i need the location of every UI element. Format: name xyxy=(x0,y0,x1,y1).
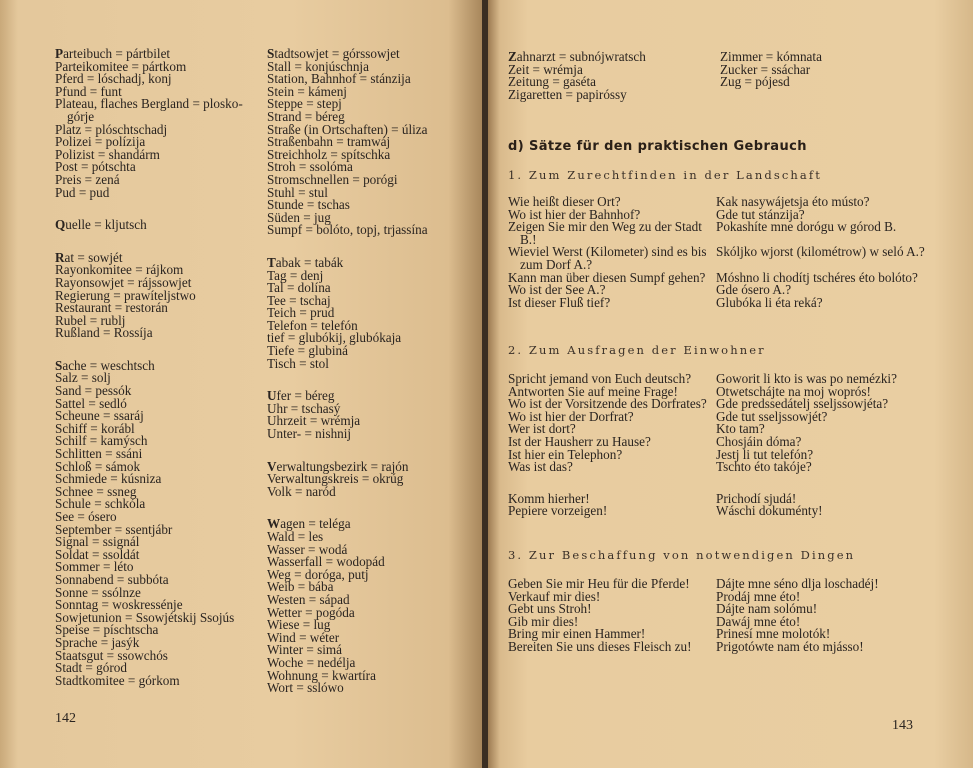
glossary-entry: Rayonkomitee = rájkom xyxy=(55,262,184,278)
glossary-entry: Pud = pud xyxy=(55,184,110,200)
glossary-entry: Wind = wéter xyxy=(267,629,340,645)
glossary-entry: Uhr = tschasý xyxy=(267,400,341,416)
initial-letter: P xyxy=(55,46,64,61)
page-number-right: 143 xyxy=(892,718,913,733)
glossary-entry: Steppe = stepj xyxy=(267,96,342,112)
glossary-entry: Schloß = sámok xyxy=(55,458,141,474)
phrase-table xyxy=(508,196,928,309)
russian-phrase: Gde tut stánzija? xyxy=(716,206,805,222)
initial-letter: S xyxy=(267,46,275,61)
initial-letter: Z xyxy=(508,49,517,64)
glossary-entry: Restaurant = restorán xyxy=(55,300,168,316)
glossary-entry: Tag = denj xyxy=(267,267,324,283)
russian-phrase: Dájte nam solómu! xyxy=(716,601,818,617)
phrase-table xyxy=(508,578,928,654)
russian-phrase: Pokashíte mne dorógu w górod B. xyxy=(716,219,897,235)
glossary-entry: Weg = doróga, putj xyxy=(267,566,369,582)
glossary-entry: Strand = béreg xyxy=(267,108,345,124)
russian-phrase: Tschto éto takóje? xyxy=(716,459,812,475)
phrase-row xyxy=(508,505,928,518)
glossary-entry: Tabak = tabák xyxy=(267,254,344,270)
glossary-letter-group xyxy=(267,254,472,371)
glossary-entry: Pferd = lóschadj, konj xyxy=(55,71,172,87)
glossary-entry: Stunde = tschas xyxy=(267,197,350,213)
german-phrase: Was ist das? xyxy=(508,459,573,475)
glossary-entry: Volk = naród xyxy=(267,483,336,499)
glossary-entry: Sprache = jasýk xyxy=(55,634,140,650)
russian-phrase: Otwetschájte na moj woprós! xyxy=(716,383,871,399)
phrase-row xyxy=(508,294,928,310)
glossary-letter-group xyxy=(267,390,472,440)
glossary-entry: Wasserfall = wodopád xyxy=(267,554,385,570)
phrase-table xyxy=(508,373,928,518)
glossary-entry: Staatsgut = ssowchós xyxy=(55,647,168,663)
glossary-entry: Süden = jug xyxy=(267,209,331,225)
glossary-entry: Sand = pessók xyxy=(55,383,132,399)
glossary-entry: Unter- = nishnij xyxy=(267,426,352,442)
glossary-letter-group xyxy=(55,357,260,688)
glossary-entry: Parteibuch = pártbilet xyxy=(55,46,171,61)
glossary-entry: Stroh = ssolóma xyxy=(267,159,353,175)
glossary-entry: Sommer = léto xyxy=(55,559,134,575)
glossary-column-1 xyxy=(55,48,260,687)
german-phrase: Gebt uns Stroh! xyxy=(508,601,592,617)
glossary-entry: Straßenbahn = tramwáj xyxy=(267,134,391,150)
glossary-column-2 xyxy=(267,48,472,695)
glossary-entry: Westen = sápad xyxy=(267,591,350,607)
glossary-entry: Wasser = wodá xyxy=(267,541,348,557)
subsection-title: 1. Zum Zurechtfinden in der Landschaft xyxy=(508,168,822,182)
phrase-row xyxy=(508,638,928,654)
german-phrase: Wo ist der Vorsitzende des Dorfrates? xyxy=(508,396,707,412)
glossary-entry: Telefon = telefón xyxy=(267,317,358,333)
russian-phrase: Jestj li tut telefón? xyxy=(716,446,814,462)
glossary-entry: Preis = zená xyxy=(55,171,120,187)
german-phrase: Pepiere vorzeigen! xyxy=(508,503,608,519)
initial-letter: U xyxy=(267,388,277,404)
german-phrase: Verkauf mir dies! xyxy=(508,588,601,604)
glossary-entry: Schnee = ssneg xyxy=(55,483,137,499)
initial-letter: T xyxy=(267,254,276,270)
russian-phrase: Gde ósero A.? xyxy=(716,282,792,298)
glossary-z-column-1 xyxy=(508,51,713,101)
glossary-entry: Plateau, flaches Bergland = plosko-górje xyxy=(55,96,243,124)
glossary-entry: Salz = solj xyxy=(55,370,111,386)
glossary-entry: Rat = sowjét xyxy=(55,249,123,265)
glossary-entry: Stadtkomitee = górkom xyxy=(55,672,180,688)
german-phrase: Antworten Sie auf meine Frage! xyxy=(508,383,678,399)
glossary-entry: Rubel = rublj xyxy=(55,312,126,328)
glossary-entry: Platz = plóschtschadj xyxy=(55,121,168,137)
german-phrase: Wo ist hier der Dorfrat? xyxy=(508,408,634,424)
glossary-entry: Tiefe = glubiná xyxy=(267,343,348,359)
glossary-entry: Sache = weschtsch xyxy=(55,357,155,373)
glossary-entry: Zeitung = gaséta xyxy=(508,74,596,90)
german-phrase: Ist der Hausherr zu Hause? xyxy=(508,433,651,449)
glossary-letter-group xyxy=(55,219,260,232)
phrase-row xyxy=(508,221,928,246)
german-phrase: Ist hier ein Telephon? xyxy=(508,446,623,462)
glossary-entry: Sonne = ssólnze xyxy=(55,584,141,600)
german-phrase: Bring mir einen Hammer! xyxy=(508,626,646,642)
glossary-entry: Schule = schkóla xyxy=(55,496,146,512)
glossary-entry: Uhrzeit = wrémja xyxy=(267,413,361,429)
glossary-entry: Teich = prud xyxy=(267,305,335,321)
german-phrase: Wie heißt dieser Ort? xyxy=(508,194,621,209)
german-phrase: Ist dieser Fluß tief? xyxy=(508,294,611,310)
section-heading: d) Sätze für den praktischen Gebrauch xyxy=(508,139,807,154)
glossary-entry: Speise = píschtscha xyxy=(55,622,159,638)
glossary-entry: Schlitten = ssáni xyxy=(55,446,143,462)
glossary-entry: Wetter = pogóda xyxy=(267,604,355,620)
russian-phrase: Chosjáin dóma? xyxy=(716,433,802,449)
russian-phrase: Goworit li kto is was po nemézki? xyxy=(716,371,897,386)
german-phrase: Wer ist dort? xyxy=(508,421,576,437)
glossary-entry: Tisch = stol xyxy=(267,355,329,371)
glossary-entry: Zeit = wrémja xyxy=(508,61,583,77)
group-spacer xyxy=(508,474,928,493)
russian-phrase: Wáschi dokuménty! xyxy=(716,503,823,519)
glossary-entry: Schiff = korábl xyxy=(55,420,135,436)
glossary-entry: Stuhl = stul xyxy=(267,184,328,200)
russian-phrase: Prigotówte nam éto mjásso! xyxy=(716,638,864,654)
glossary-letter-group xyxy=(267,518,472,694)
subsection-title: 2. Zum Ausfragen der Einwohner xyxy=(508,343,766,357)
glossary-entry: Zimmer = kómnata xyxy=(720,49,822,64)
glossary-entry: Winter = simá xyxy=(267,642,343,658)
glossary-entry: Streichholz = spítschka xyxy=(267,146,391,162)
glossary-entry: Tal = dolína xyxy=(267,280,331,296)
german-phrase: Geben Sie mir Heu für die Pferde! xyxy=(508,576,690,591)
glossary-entry: Schilf = kamýsch xyxy=(55,433,148,449)
glossary-entry: Sonnabend = subbóta xyxy=(55,571,169,587)
glossary-entry: Wort = sslówo xyxy=(267,680,344,696)
glossary-entry: Wald = les xyxy=(267,529,324,544)
initial-letter: S xyxy=(55,357,63,373)
glossary-entry: Zug = pójesd xyxy=(720,74,790,90)
glossary-entry: Scheune = ssaráj xyxy=(55,408,144,424)
right-page xyxy=(488,0,973,768)
glossary-entry: Wagen = teléga xyxy=(267,516,351,532)
glossary-entry: Ufer = béreg xyxy=(267,388,335,404)
russian-phrase: Skóljko wjorst (kilométrow) w seló A.? xyxy=(716,244,925,260)
glossary-entry: Sowjetunion = Ssowjétskij Ssojús xyxy=(55,609,235,625)
german-phrase: Zeigen Sie mir den Weg zu der Stadt B.! xyxy=(508,219,702,247)
glossary-letter-group xyxy=(55,48,260,199)
glossary-entry: Parteikomitee = pártkom xyxy=(55,58,187,74)
german-phrase: Spricht jemand von Euch deutsch? xyxy=(508,371,692,386)
phrase-row xyxy=(508,461,928,474)
glossary-letter-group xyxy=(267,48,472,237)
german-phrase: Wo ist der See A.? xyxy=(508,282,606,298)
glossary-z-column-2 xyxy=(720,51,925,89)
russian-phrase: Dawáj mne éto! xyxy=(716,613,801,629)
glossary-entry: Woche = nedélja xyxy=(267,654,356,670)
glossary-entry: Rayonsowjet = rájssowjet xyxy=(55,274,192,290)
glossary-entry: Stromschnellen = porógi xyxy=(267,171,398,187)
german-phrase: Bereiten Sie uns dieses Fleisch zu! xyxy=(508,638,692,654)
glossary-entry: Post = pótschta xyxy=(55,159,136,175)
german-phrase: Wo ist hier der Bahnhof? xyxy=(508,206,641,222)
glossary-entry: Station, Bahnhof = stánzija xyxy=(267,71,411,87)
glossary-letter-group xyxy=(55,249,260,341)
german-phrase: Komm hierher! xyxy=(508,490,590,506)
initial-letter: V xyxy=(267,458,277,474)
glossary-entry: Weib = bába xyxy=(267,579,334,595)
russian-phrase: Prichodí sjudá! xyxy=(716,490,797,506)
glossary-entry: Verwaltungsbezirk = rajón xyxy=(267,458,409,474)
glossary-entry: Verwaltungskreis = okrúg xyxy=(267,471,404,487)
glossary-entry: Wohnung = kwartíra xyxy=(267,667,376,683)
glossary-entry: Straße (in Ortschaften) = úliza xyxy=(267,121,428,137)
german-phrase: Wieviel Werst (Kilometer) sind es bis zum Dorf A.? xyxy=(508,244,707,272)
page-number-left: 142 xyxy=(55,711,76,726)
glossary-entry: Regierung = prawíteljstwo xyxy=(55,287,196,303)
glossary-entry: Stein = kámenj xyxy=(267,83,347,99)
glossary-entry: See = ósero xyxy=(55,509,117,524)
russian-phrase: Kak nasywájetsja éto músto? xyxy=(716,194,870,209)
glossary-entry: Quelle = kljutsch xyxy=(55,217,147,233)
russian-phrase: Kto tam? xyxy=(716,421,765,437)
russian-phrase: Gde tut sseljssowjét? xyxy=(716,408,828,424)
glossary-letter-group xyxy=(267,458,472,499)
glossary-entry: Signal = ssignál xyxy=(55,534,140,550)
glossary-entry: Pfund = funt xyxy=(55,83,122,99)
subsection-title: 3. Zur Beschaffung von notwendigen Dingen xyxy=(508,548,856,562)
german-phrase: Kann man über diesen Sumpf gehen? xyxy=(508,269,706,285)
glossary-entry: Stall = konjúschnja xyxy=(267,58,369,74)
glossary-entry: Wiese = lug xyxy=(267,617,331,633)
glossary-entry: September = ssentjábr xyxy=(55,521,173,537)
russian-phrase: Glubóka li éta reká? xyxy=(716,294,823,310)
glossary-entry: Rußland = Rossíja xyxy=(55,325,153,341)
glossary-entry: Sumpf = bolóto, topj, trjassína xyxy=(267,222,428,238)
glossary-entry: Soldat = ssoldát xyxy=(55,546,140,562)
initial-letter: W xyxy=(267,516,281,532)
glossary-entry: Tee = tschaj xyxy=(267,292,331,308)
russian-phrase: Móshno li chodítj tschéres éto bolóto? xyxy=(716,269,918,285)
phrase-row xyxy=(508,246,928,271)
glossary-entry: Polizei = polízija xyxy=(55,134,146,150)
russian-phrase: Gde predssedátelj sseljssowjéta? xyxy=(716,396,889,412)
glossary-entry: Sonntag = woskressénje xyxy=(55,597,183,613)
glossary-entry: Zigaretten = papiróssy xyxy=(508,86,627,102)
left-page xyxy=(0,0,482,768)
glossary-entry: Zahnarzt = subnójwratsch xyxy=(508,49,646,64)
glossary-entry: Stadt = górod xyxy=(55,660,127,676)
initial-letter: Q xyxy=(55,217,66,233)
glossary-entry: Schmiede = kúsniza xyxy=(55,471,162,487)
glossary-entry: tief = glubókij, glubókaja xyxy=(267,330,402,346)
russian-phrase: Prodáj mne éto! xyxy=(716,588,801,604)
initial-letter: R xyxy=(55,249,65,265)
glossary-entry: Sattel = sedló xyxy=(55,395,127,411)
glossary-entry: Stadtsowjet = górssowjet xyxy=(267,46,400,61)
glossary-entry: Zucker = ssáchar xyxy=(720,61,811,77)
russian-phrase: Dájte mne séno dlja loschadéj! xyxy=(716,576,879,591)
glossary-entry: Polizist = shandárm xyxy=(55,146,160,162)
german-phrase: Gib mir dies! xyxy=(508,613,579,629)
russian-phrase: Prinesí mne molotók! xyxy=(716,626,831,642)
